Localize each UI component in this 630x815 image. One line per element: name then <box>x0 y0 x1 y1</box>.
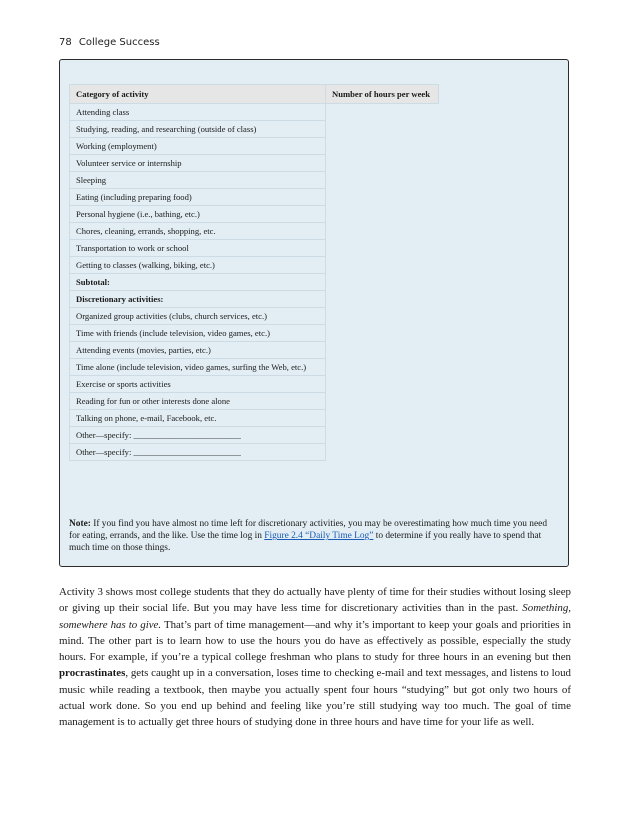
figure-link-daily-time-log[interactable]: Figure 2.4 “Daily Time Log” <box>264 531 374 542</box>
note-label: Note: <box>69 519 91 529</box>
category-cell: Chores, cleaning, errands, shopping, etc. <box>70 223 326 240</box>
table-body <box>70 104 439 461</box>
note-text-1: If you find you have almost no time left for discretionary activities, you may be overestimating how much time you need for eating, errands, and the like. Use the time log in <box>69 519 548 542</box>
category-cell: Attending events (movies, parties, etc.) <box>70 342 326 359</box>
category-cell: Studying, reading, and researching (outside of class) <box>70 121 326 138</box>
note-paragraph <box>69 518 555 555</box>
category-cell: Transportation to work or school <box>70 240 326 257</box>
category-cell: Exercise or sports activities <box>70 376 326 393</box>
category-cell: Organized group activities (clubs, church services, etc.) <box>70 308 326 325</box>
category-cell: Reading for fun or other interests done alone <box>70 393 326 410</box>
page-number: 78 <box>59 37 72 48</box>
category-cell: Volunteer service or internship <box>70 155 326 172</box>
category-cell: Time alone (include television, video games, surfing the Web, etc.) <box>70 359 326 376</box>
category-cell: Talking on phone, e-mail, Facebook, etc. <box>70 410 326 427</box>
category-cell: Attending class <box>70 104 326 121</box>
table-header-row <box>70 85 439 104</box>
category-cell: Working (employment) <box>70 138 326 155</box>
body-text-3: , gets caught up in a conversation, loses time to checking e-mail and text messages, and listens to loud music while reading a textbook, then maybe you actually spent four hours “studying” but got only two hours of actual work done. So you end up behind and feeling like you’re still studying way too much. The goal of time management is to actually get three hours of studying done in three hours and have time for your life as well. <box>59 667 571 729</box>
body-paragraph <box>59 584 571 731</box>
body-italic-phrase: Something, somewhere has to give. <box>59 602 571 631</box>
book-title: College Success <box>78 37 160 48</box>
table-row <box>70 104 439 121</box>
activity-box <box>59 59 569 567</box>
category-cell: Time with friends (include television, video games, etc.) <box>70 325 326 342</box>
note-text-2: to determine if you really have to spend that much time on those things. <box>69 531 542 554</box>
body-text-2: That’s part of time management—and why it’s important to keep your goals and priorities in mind. The other part is to learn how to use the hours you do have as effectively as possible, especially the study hours. For example, if you’re a typical college freshman who plans to study for three hours in an evening but then <box>59 618 571 664</box>
column-header-hours: Number of hours per week <box>326 85 439 104</box>
body-text-1: Activity 3 shows most college students that they do actually have plenty of time for their studies without losing sleep or giving up their social life. But you may have less time for discretionary activities than in the past. <box>59 586 571 615</box>
category-cell: Other—specify: _________________________ <box>70 444 326 461</box>
category-cell: Getting to classes (walking, biking, etc.) <box>70 257 326 274</box>
running-head <box>59 37 160 48</box>
category-cell: Sleeping <box>70 172 326 189</box>
category-cell: Personal hygiene (i.e., bathing, etc.) <box>70 206 326 223</box>
category-cell: Other—specify: _________________________ <box>70 427 326 444</box>
column-header-category: Category of activity <box>70 85 326 104</box>
hours-column-blank <box>326 104 439 461</box>
category-cell: Eating (including preparing food) <box>70 189 326 206</box>
key-term-procrastinates: procrastinates <box>59 667 126 680</box>
category-cell: Discretionary activities: <box>70 291 326 308</box>
activity-hours-table <box>69 84 439 461</box>
category-cell: Subtotal: <box>70 274 326 291</box>
